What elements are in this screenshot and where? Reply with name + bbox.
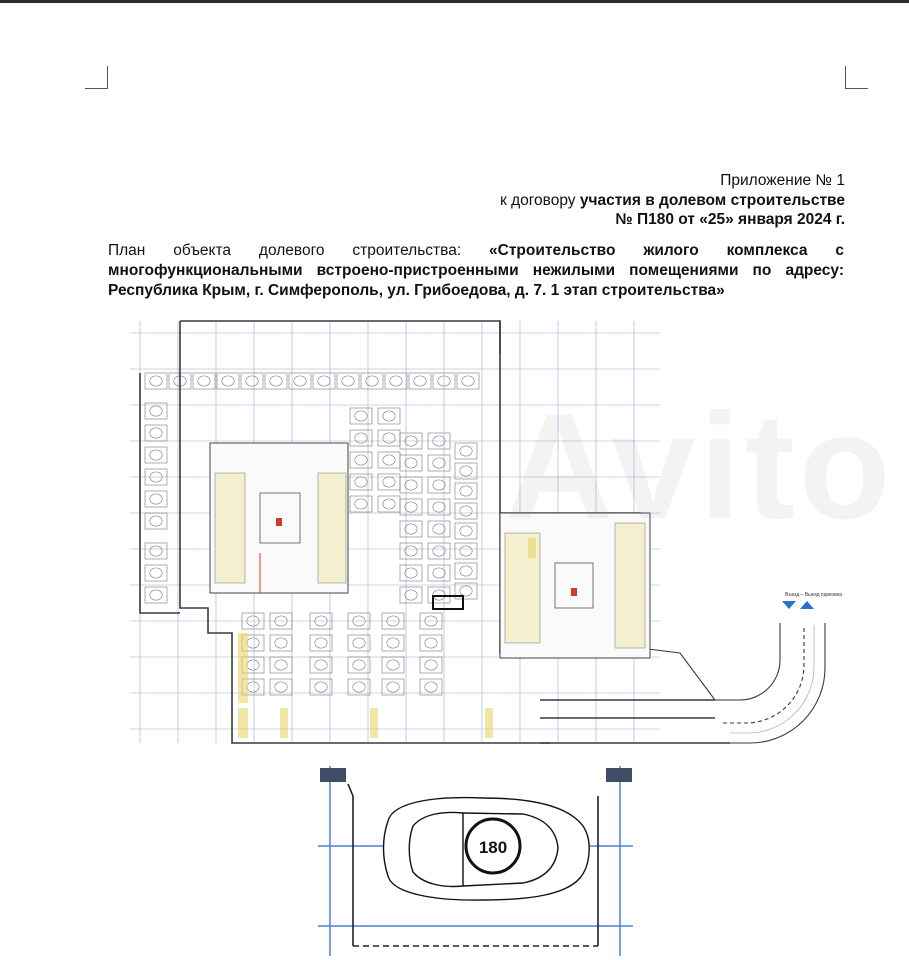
parking-stall	[455, 563, 477, 579]
parking-stall	[428, 521, 450, 537]
parking-stall	[455, 523, 477, 539]
parking-space-detail	[318, 766, 633, 956]
car-marker	[198, 376, 210, 386]
parking-stall	[145, 403, 167, 419]
parking-stall	[378, 496, 400, 512]
car-marker	[150, 406, 162, 416]
parking-stall	[217, 373, 239, 389]
car-marker	[315, 660, 327, 670]
parking-stall	[265, 373, 287, 389]
parking-stall	[400, 455, 422, 471]
parking-stall	[145, 447, 167, 463]
car-marker	[342, 376, 354, 386]
car-marker	[383, 455, 395, 465]
car-marker	[387, 660, 399, 670]
car-marker	[246, 376, 258, 386]
car-marker	[247, 660, 259, 670]
car-marker	[150, 376, 162, 386]
parking-stall	[385, 373, 407, 389]
highlight-zone	[238, 633, 248, 703]
car-marker	[460, 466, 472, 476]
parking-stall	[348, 657, 370, 673]
parking-stall	[361, 373, 383, 389]
parking-stall	[350, 408, 372, 424]
page-corner-mark-left	[85, 66, 108, 89]
car-marker	[150, 494, 162, 504]
car-marker	[405, 480, 417, 490]
car-marker	[433, 524, 445, 534]
parking-stall	[350, 496, 372, 512]
highlighted-parking-space	[433, 596, 463, 609]
car-marker	[366, 376, 378, 386]
parking-stall	[457, 373, 479, 389]
appendix-header	[500, 171, 845, 230]
car-marker	[405, 502, 417, 512]
car-marker	[433, 458, 445, 468]
parking-stall	[348, 679, 370, 695]
parking-stall	[420, 679, 442, 695]
car-marker	[150, 428, 162, 438]
car-marker	[460, 446, 472, 456]
car-marker	[275, 660, 287, 670]
entrance-arrows	[782, 592, 842, 609]
parking-stall	[241, 373, 263, 389]
car-marker	[383, 477, 395, 487]
parking-stall	[420, 657, 442, 673]
parking-stall	[455, 543, 477, 559]
car-marker	[387, 682, 399, 692]
car-marker	[460, 586, 472, 596]
parking-stall	[270, 657, 292, 673]
left-core	[210, 443, 348, 593]
car-marker	[433, 568, 445, 578]
parking-stall	[400, 521, 422, 537]
page-corner-mark-right	[845, 66, 868, 89]
car-marker	[460, 546, 472, 556]
car-marker	[383, 411, 395, 421]
highlight-zone	[370, 708, 378, 738]
car-marker	[353, 660, 365, 670]
car-marker	[433, 480, 445, 490]
parking-stall	[382, 679, 404, 695]
highlight-zone	[238, 708, 248, 738]
parking-stall	[337, 373, 359, 389]
car-marker	[150, 516, 162, 526]
parking-stall	[270, 635, 292, 651]
watermark: Avito	[505, 382, 895, 550]
car-marker	[355, 411, 367, 421]
car-marker	[390, 376, 402, 386]
parking-stall	[145, 513, 167, 529]
car-marker	[387, 638, 399, 648]
car-marker	[222, 376, 234, 386]
car-marker	[433, 502, 445, 512]
parking-stall	[145, 565, 167, 581]
parking-stall	[400, 543, 422, 559]
parking-stall	[145, 425, 167, 441]
car-marker	[318, 376, 330, 386]
parking-stall	[145, 587, 167, 603]
car-marker	[414, 376, 426, 386]
parking-stall	[409, 373, 431, 389]
car-marker	[425, 660, 437, 670]
highlight-zone	[280, 708, 288, 738]
parking-stall	[350, 430, 372, 446]
parking-stall	[145, 491, 167, 507]
car-marker	[405, 568, 417, 578]
parking-stall	[145, 543, 167, 559]
parking-stall	[350, 452, 372, 468]
car-marker	[270, 376, 282, 386]
car-marker	[275, 682, 287, 692]
car-marker	[425, 682, 437, 692]
parking-stall	[428, 543, 450, 559]
parking-stall	[428, 565, 450, 581]
car-marker	[275, 638, 287, 648]
appendix-number: Приложение № 1	[720, 172, 845, 189]
parking-space-number: 180	[478, 838, 508, 857]
parking-stall	[378, 430, 400, 446]
parking-stall	[313, 373, 335, 389]
car-marker	[353, 682, 365, 692]
car-marker	[150, 450, 162, 460]
car-marker	[383, 499, 395, 509]
parking-stall	[348, 635, 370, 651]
car-marker	[353, 638, 365, 648]
car-marker	[315, 682, 327, 692]
parking-stall	[382, 635, 404, 651]
car-marker	[460, 506, 472, 516]
parking-stall	[428, 477, 450, 493]
parking-stall	[455, 443, 477, 459]
parking-stall	[400, 477, 422, 493]
car-marker	[355, 433, 367, 443]
car-marker	[247, 638, 259, 648]
car-marker	[405, 458, 417, 468]
car-marker	[247, 682, 259, 692]
parking-stall	[378, 452, 400, 468]
parking-stall	[378, 474, 400, 490]
parking-stall	[428, 499, 450, 515]
parking-stall	[310, 635, 332, 651]
parking-stall	[350, 474, 372, 490]
parking-stall	[310, 679, 332, 695]
parking-stall	[270, 679, 292, 695]
car-marker	[405, 546, 417, 556]
parking-stall	[420, 635, 442, 651]
ramp	[640, 623, 825, 743]
car-marker	[294, 376, 306, 386]
parking-stall	[428, 455, 450, 471]
appendix-contract-number: № П180 от «25» января 2024 г.	[615, 211, 845, 228]
car-marker	[425, 638, 437, 648]
parking-stall	[455, 483, 477, 499]
car-marker	[150, 568, 162, 578]
parking-stall	[400, 587, 422, 603]
parking-stall	[145, 373, 167, 389]
appendix-contract-line: к договору участия в долевом строительстве	[499, 191, 845, 209]
highlight-zone	[485, 708, 493, 738]
svg-text:Въезд – Выезд парковка: Въезд – Выезд парковка	[785, 592, 842, 598]
parking-stall	[382, 657, 404, 673]
parking-stall	[400, 565, 422, 581]
object-description: План объекта долевого строительства: «Строительство жилого комплекса с многофункциональными встроено-пристроенными нежилыми помещениями по адресу: Республика Крым, г. Симферополь, ул. Грибоедова, д. 7. 1 этап строительства»	[108, 242, 844, 299]
parking-stall	[455, 503, 477, 519]
car-marker	[355, 499, 367, 509]
car-marker	[355, 477, 367, 487]
car-marker	[462, 376, 474, 386]
car-marker	[405, 590, 417, 600]
parking-stall	[193, 373, 215, 389]
parking-stall	[310, 657, 332, 673]
parking-stall	[455, 463, 477, 479]
car-marker	[150, 590, 162, 600]
car-marker	[150, 546, 162, 556]
car-marker	[405, 524, 417, 534]
car-marker	[433, 546, 445, 556]
car-marker	[460, 526, 472, 536]
car-marker	[460, 486, 472, 496]
car-marker	[383, 433, 395, 443]
car-marker	[355, 455, 367, 465]
car-marker	[460, 566, 472, 576]
car-marker	[315, 638, 327, 648]
top-border	[0, 0, 909, 3]
parking-stall	[400, 499, 422, 515]
parking-stall	[378, 408, 400, 424]
